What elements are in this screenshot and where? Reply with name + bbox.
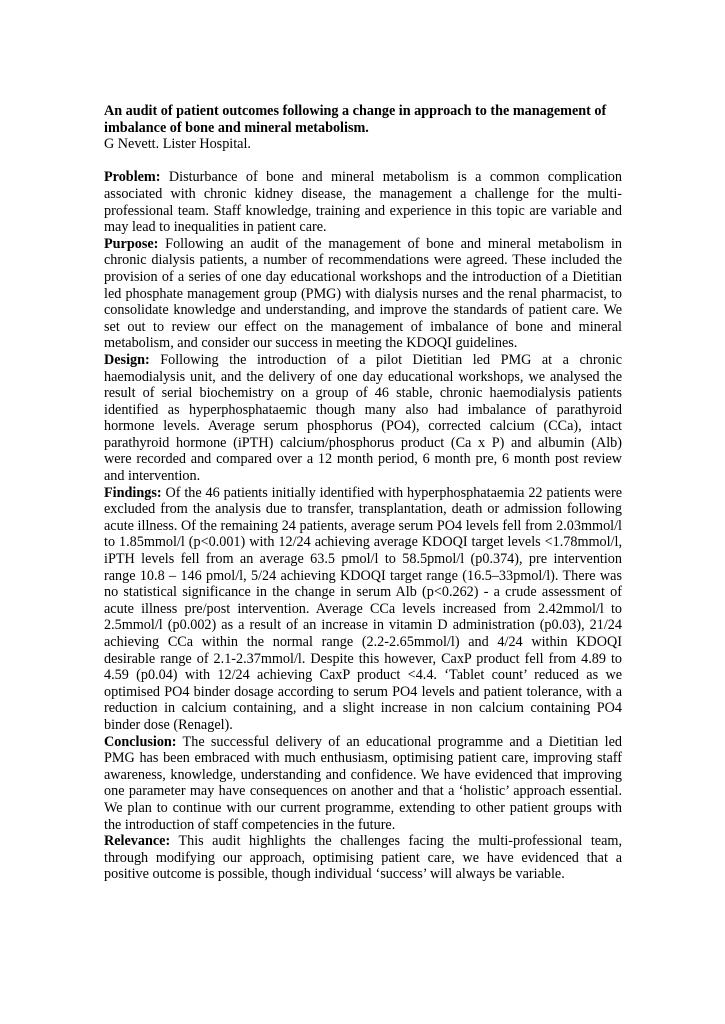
section-purpose — [104, 236, 622, 352]
section-text: Following the introduction of a pilot Dietitian led PMG at a chronic haemodialysis unit, and the delivery of one day educational workshops, we analysed the result of serial biochemistry on a group of 46 stable, chronic haemodialysis patients identified as hyperphosphataemic though many also had imbalance of parathyroid hormone levels. Average serum phosphorus (PO4), corrected calcium (CCa), intact parathyroid hormone (iPTH) calcium/phosphorus product (Ca x P) and albumin (Alb) were recorded and compared over a 12 month period, 6 month pre, 6 month post review and intervention. — [104, 351, 622, 485]
section-heading: Findings: — [104, 484, 162, 501]
section-findings — [104, 485, 622, 734]
section-text: This audit highlights the challenges facing the multi-professional team, through modifying our approach, optimising patient care, we have evidenced that a positive outcome is possible, though individual ‘success’ will always be variable. — [104, 833, 622, 883]
section-text: Of the 46 patients initially identified with hyperphosphataemia 22 patients were excluded from the analysis due to transfer, transplantation, death or admission following acute illness. Of the remaining 24 patients, average serum PO4 levels fell from 2.03mmol/l to 1.85mmol/l (p<0.001) with 12/24 achieving average KDOQI target levels <1.78mmol/l, iPTH levels fell from an average 63.5 pmol/l to 58.5pmol/l (p0.374), pre intervention range 10.8 – 146 pmol/l, 5/24 achieving KDOQI target range (16.5–33pmol/l). There was no statistical significance in the change in serum Alb (p<0.262) - a crude assessment of acute illness pre/post intervention. Average CCa levels increased from 2.42mmol/l to 2.5mmol/l (p0.002) as a result of an increase in vitamin D administration (p0.03), 21/24 achieving CCa within the normal range (2.2-2.65mmol/l) and 4/24 within KDOQI desirable range of 2.1-2.37mmol/l. Despite this however, CaxP product fell from 4.89 to 4.59 (p0.04) with 12/24 achieving CaxP product <4.4. ‘Tablet count’ reduced as we optimised PO4 binder dosage according to serum PO4 levels and patient tolerance, with a reduction in calcium containing, and a slight increase in non calcium containing PO4 binder dose (Renagel). — [104, 484, 622, 733]
document-title: An audit of patient outcomes following a change in approach to the management of imbalance of bone and mineral metabolism. — [104, 103, 607, 136]
section-heading: Purpose: — [104, 235, 159, 252]
section-heading: Problem: — [104, 169, 161, 186]
section-problem — [104, 169, 622, 235]
section-text: Disturbance of bone and mineral metabolism is a common complication associated with chronic kidney disease, the management a challenge for the multi-professional team. Staff knowledge, training and experience in this topic are variable and may lead to inequalities in patient care. — [104, 169, 622, 236]
section-heading: Relevance: — [104, 833, 171, 850]
section-text: Following an audit of the management of bone and mineral metabolism in chronic dialysis patients, a number of recommendations were agreed. These included the provision of a series of one day educational workshops and the introduction of a Dietitian led phosphate management group (PMG) with dialysis nurses and the renal pharmacist, to consolidate knowledge and understanding, and improve the standards of patient care. We set out to review our effect on the management of imbalance of bone and mineral metabolism, and consider our success in meeting the KDOQI guidelines. — [104, 235, 622, 352]
section-heading: Design: — [104, 351, 150, 368]
document-page — [104, 103, 622, 883]
section-relevance — [104, 833, 622, 883]
section-text: The successful delivery of an educational programme and a Dietitian led PMG has been embraced with much enthusiasm, optimising patient care, improving staff awareness, knowledge, understanding and confidence. We have evidenced that improving one parameter may have consequences on another and that a ‘holistic’ approach essential. We plan to continue with our current programme, extending to other patient groups with the introduction of staff competencies in the future. — [104, 733, 622, 833]
section-design — [104, 352, 622, 485]
author-line: G Nevett. Lister Hospital. — [104, 136, 251, 153]
section-conclusion — [104, 734, 622, 834]
section-heading: Conclusion: — [104, 733, 177, 750]
